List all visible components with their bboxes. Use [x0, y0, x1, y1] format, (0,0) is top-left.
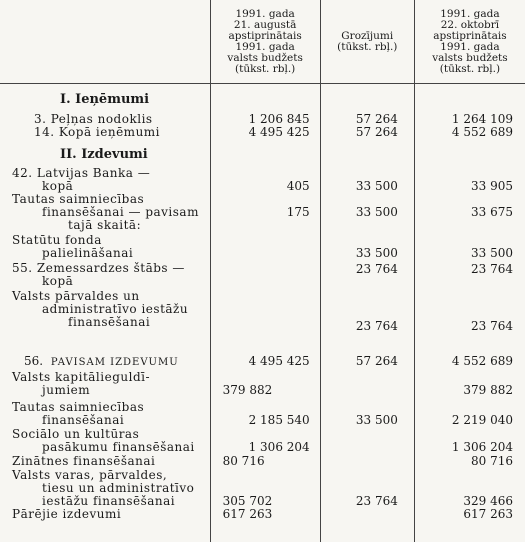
header-a-line: 1991. gada — [235, 40, 295, 53]
value-b — [320, 508, 414, 522]
header-label-cell — [0, 0, 210, 84]
header-c-line: 22. oktobrī — [440, 18, 500, 31]
value-a: 1 306 204 — [210, 427, 320, 454]
table-row — [0, 454, 525, 468]
header-a-line: 21. augustā — [233, 18, 297, 31]
value-c: 80 716 — [414, 454, 525, 468]
row-label: Sociālo un kultūras — [12, 426, 140, 441]
value-c: 2 219 040 — [414, 397, 525, 427]
value-a: 1 206 845 — [210, 106, 320, 126]
row-label-cont: finansēšanai — [42, 412, 125, 427]
value-c: 33 905 — [414, 161, 525, 193]
value-b: 57 264 — [320, 106, 414, 126]
header-b-line: (tūkst. rbļ.) — [337, 40, 398, 53]
value-b: 23 764 — [320, 288, 414, 335]
table-row — [0, 369, 525, 397]
value-b: 57 264 — [320, 126, 414, 139]
row-label-cont: iestāžu finansēšanai — [42, 493, 176, 508]
value-b — [320, 454, 414, 468]
table-row — [0, 468, 525, 508]
row-label: 14. Kopā ieņēmumi — [34, 125, 161, 139]
value-a — [210, 288, 320, 335]
row-label-cont: pasākumu finansēšanai — [42, 439, 195, 454]
header-col-b — [320, 0, 414, 84]
row-label-cont: jumiem — [42, 382, 91, 397]
header-c-line: valsts budžets — [432, 51, 508, 64]
row-label-cont: finansēšanai — [68, 314, 151, 329]
table-row-total — [0, 335, 525, 369]
value-c: 617 263 — [414, 508, 525, 522]
value-c: 4 552 689 — [414, 335, 525, 369]
row-label: PAVISAM IZDEVUMU — [50, 356, 179, 368]
row-label: Statūtu fonda — [12, 232, 102, 247]
value-c: 1 306 204 — [414, 427, 525, 454]
row-label-cont: kopā — [42, 178, 74, 193]
table-header — [0, 0, 525, 84]
value-b: 57 264 — [320, 335, 414, 369]
header-c-line: 1991. gada — [440, 40, 500, 53]
row-label: 42. Latvijas Banka — — [12, 165, 151, 180]
header-col-c — [414, 0, 525, 84]
value-c: 329 466 — [414, 468, 525, 508]
row-label: Pārējie izdevumi — [12, 507, 122, 521]
table-row — [0, 427, 525, 454]
value-a — [210, 260, 320, 288]
value-c: 379 882 — [414, 369, 525, 397]
table-row — [0, 161, 525, 193]
table-row — [0, 508, 525, 522]
value-a: 405 — [210, 161, 320, 193]
value-b: 33 500 — [320, 161, 414, 193]
row-label-cont: finansēšanai — pavisam — [42, 204, 199, 219]
value-c: 23 764 — [414, 288, 525, 335]
value-b: 33 500 — [320, 233, 414, 260]
header-a-line: apstiprinātais — [228, 29, 302, 42]
value-b — [320, 427, 414, 454]
value-a: 2 185 540 — [210, 397, 320, 427]
value-b: 33 500 — [320, 397, 414, 427]
row-label: 55. Zemessardzes štābs — — [12, 260, 185, 275]
value-a: 175 — [210, 193, 320, 233]
section-title: II. Izdevumi — [60, 146, 148, 161]
row-label-cont: palielināšanai — [42, 245, 134, 260]
table-row — [0, 260, 525, 288]
table-row — [0, 288, 525, 335]
header-a-line: (tūkst. rbļ.) — [235, 62, 296, 75]
value-a: 4 495 425 — [210, 126, 320, 139]
header-a-line: 1991. gada — [235, 7, 295, 20]
value-a: 617 263 — [210, 508, 320, 522]
value-a: 379 882 — [210, 369, 320, 397]
value-b: 33 500 — [320, 193, 414, 233]
value-c: 4 552 689 — [414, 126, 525, 139]
value-c: 33 500 — [414, 233, 525, 260]
table-row — [0, 193, 525, 233]
value-b: 23 764 — [320, 260, 414, 288]
section-income — [0, 84, 525, 106]
header-c-line: (tūkst. rbļ.) — [439, 62, 501, 75]
row-label-cont: tajā skaitā: — [68, 217, 142, 232]
table-row — [0, 106, 525, 126]
table-row — [0, 233, 525, 260]
value-a: 4 495 425 — [210, 335, 320, 369]
row-label: Tautas saimniecības — [12, 399, 145, 414]
value-b — [320, 369, 414, 397]
row-label: Valsts kapitālieguldī- — [12, 369, 151, 384]
header-c-line: apstiprinātais — [433, 29, 507, 42]
row-label-cont: administratīvo iestāžu — [42, 301, 189, 316]
row-label-cont: kopā — [42, 273, 74, 288]
row-label: Zinātnes finansēšanai — [12, 453, 156, 468]
table-row — [0, 126, 525, 139]
value-c: 1 264 109 — [414, 106, 525, 126]
row-label: 3. Peļņas nodoklis — [34, 111, 153, 126]
value-a: 305 702 — [210, 468, 320, 508]
row-label: Tautas saimniecības — [12, 192, 145, 206]
section-title: I. Ieņēmumi — [60, 91, 150, 106]
row-label: Valsts pārvaldes un — [12, 288, 140, 303]
value-a — [210, 233, 320, 260]
value-b: 23 764 — [320, 468, 414, 508]
row-label-cont: tiesu un administratīvo — [42, 480, 195, 495]
header-c-line: 1991. gada — [440, 7, 500, 20]
table-row — [0, 397, 525, 427]
row-label: Valsts varas, pārvaldes, — [12, 467, 168, 482]
row-number: 56. — [24, 353, 44, 368]
header-b-line: Grozījumi — [341, 29, 394, 42]
value-a: 80 716 — [210, 454, 320, 468]
value-c: 23 764 — [414, 260, 525, 288]
value-c: 33 675 — [414, 193, 525, 233]
header-col-a — [210, 0, 320, 84]
header-a-line: valsts budžets — [227, 51, 303, 64]
section-expenses — [0, 139, 525, 161]
